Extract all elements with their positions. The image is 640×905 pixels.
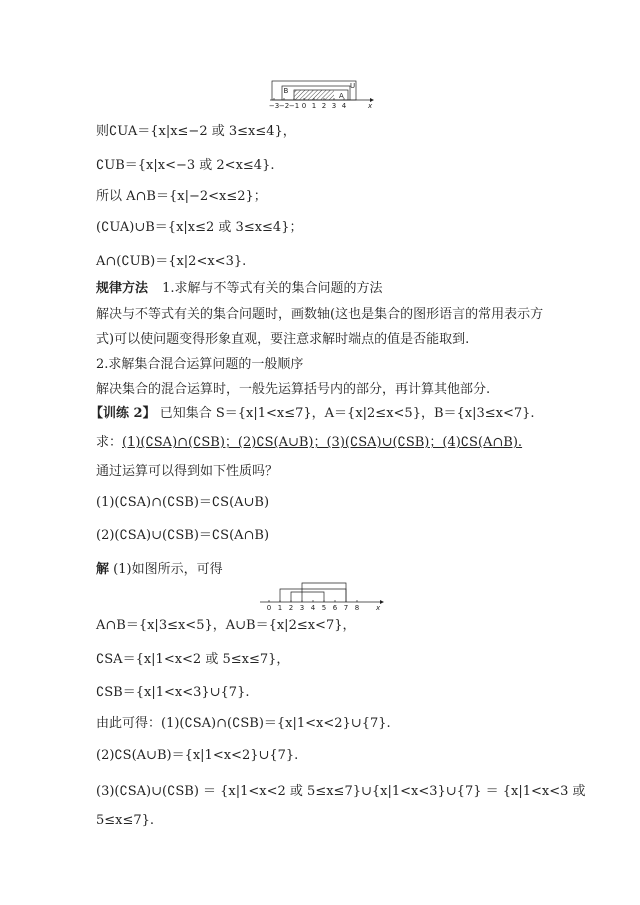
axis-tick-label: −3 — [268, 102, 280, 110]
axis-var-label: x — [368, 102, 373, 110]
training-tag: 【训练 2】 — [90, 406, 156, 421]
axis-tick-label: 1 — [311, 102, 317, 110]
result-line-3: ∁SB＝{x|1<x<3}∪{7}. — [96, 685, 250, 700]
result-line-1: A∩B＝{x|3≤x<5}，A∪B＝{x|2≤x<7}， — [96, 618, 356, 633]
ask-prefix: 求： — [96, 435, 123, 450]
ask-text: (1)(∁SA)∩(∁SB)；(2)∁S(A∪B)；(3)(∁SA)∪(∁SB)；(4)∁S(A∩B). — [122, 435, 523, 450]
method-item-1: 1.求解与不等式有关的集合问题的方法 — [162, 281, 383, 296]
solution-text: (1)如图所示，可得 — [109, 562, 223, 577]
axis-tick-label: 4 — [341, 102, 347, 110]
set-a-bracket — [291, 592, 324, 602]
axis-tick-label: 0 — [301, 102, 307, 110]
text-line-4: (∁UA)∪B＝{x|x≤2 或 3≤x≤4}； — [96, 220, 303, 235]
method-heading — [96, 280, 383, 298]
axis-tick-label: 1 — [277, 604, 283, 612]
axis-tick-label: 5 — [321, 604, 327, 612]
property-1: (1)(∁SA)∩(∁SB)＝∁S(A∪B) — [96, 495, 270, 510]
axis-tick-label: 3 — [299, 604, 305, 612]
solution-line — [96, 561, 223, 579]
training-text: 已知集合 S＝{x|1<x≤7}，A＝{x|2≤x<5}，B＝{x|3≤x<7}. — [155, 406, 535, 421]
method-title: 规律方法 — [96, 281, 149, 296]
axis-arrow — [380, 600, 384, 604]
axis-tick-label: 0 — [266, 604, 272, 612]
text-line-3: 所以 A∩B＝{x|−2<x≤2}； — [96, 189, 267, 204]
number-line-figure-1 — [268, 80, 378, 110]
method-line-5: 解决集合的混合运算时，一般先运算括号内的部分，再计算其他部分. — [96, 382, 491, 397]
axis-var-label: x — [376, 604, 381, 612]
set-a-label: A — [339, 92, 344, 100]
set-u-label: U — [350, 82, 356, 90]
method-line-4: 2.求解集合混合运算问题的一般顺序 — [96, 357, 304, 372]
result-line-5: (2)∁S(A∪B)＝{x|1<x<2}∪{7}. — [96, 748, 299, 763]
result-line-2: ∁SA＝{x|1<x<2 或 5≤x≤7}， — [96, 652, 290, 667]
axis-tick-label: 2 — [288, 604, 294, 612]
ask-line — [96, 434, 522, 452]
axis-tick-label: 3 — [331, 102, 337, 110]
set-b-label: B — [283, 87, 289, 95]
axis-tick-label: 7 — [343, 604, 349, 612]
result-line-6: (3)(∁SA)∪(∁SB) ＝ {x|1<x<2 或 5≤x≤7}∪{x|1<x<3}∪{7} ＝ {x|1<x<3 或 — [96, 784, 586, 799]
result-line-7: 5≤x≤7}. — [96, 813, 155, 828]
text-line-2: ∁UB＝{x|x<−3 或 2<x≤4}. — [96, 158, 275, 173]
axis-tick-label: 6 — [332, 604, 338, 612]
text-line-5: A∩(∁UB)＝{x|2<x<3}. — [96, 254, 247, 269]
number-line-figure-2 — [258, 580, 388, 612]
axis-tick-label: −1 — [288, 102, 300, 110]
property-2: (2)(∁SA)∪(∁SB)＝∁S(A∩B) — [96, 528, 270, 543]
method-line-2: 解决与不等式有关的集合问题时，画数轴(这也是集合的图形语言的常用表示方 — [96, 307, 544, 322]
result-line-4: 由此可得：(1)(∁SA)∩(∁SB)＝{x|1<x<2}∪{7}. — [96, 716, 391, 731]
property-question: 通过运算可以得到如下性质吗？ — [96, 464, 279, 479]
axis-tick-label: 2 — [321, 102, 327, 110]
solution-tag: 解 — [96, 562, 110, 577]
text-line-1: 则∁UA＝{x|x≤−2 或 3≤x≤4}， — [96, 124, 296, 139]
axis-tick-label: −2 — [278, 102, 290, 110]
axis-tick-label: 4 — [310, 604, 316, 612]
axis-tick-label: 8 — [354, 604, 360, 612]
method-line-3: 式)可以使问题变得形象直观，要注意求解时端点的值是否能取到. — [96, 332, 470, 347]
training-line — [90, 405, 535, 423]
